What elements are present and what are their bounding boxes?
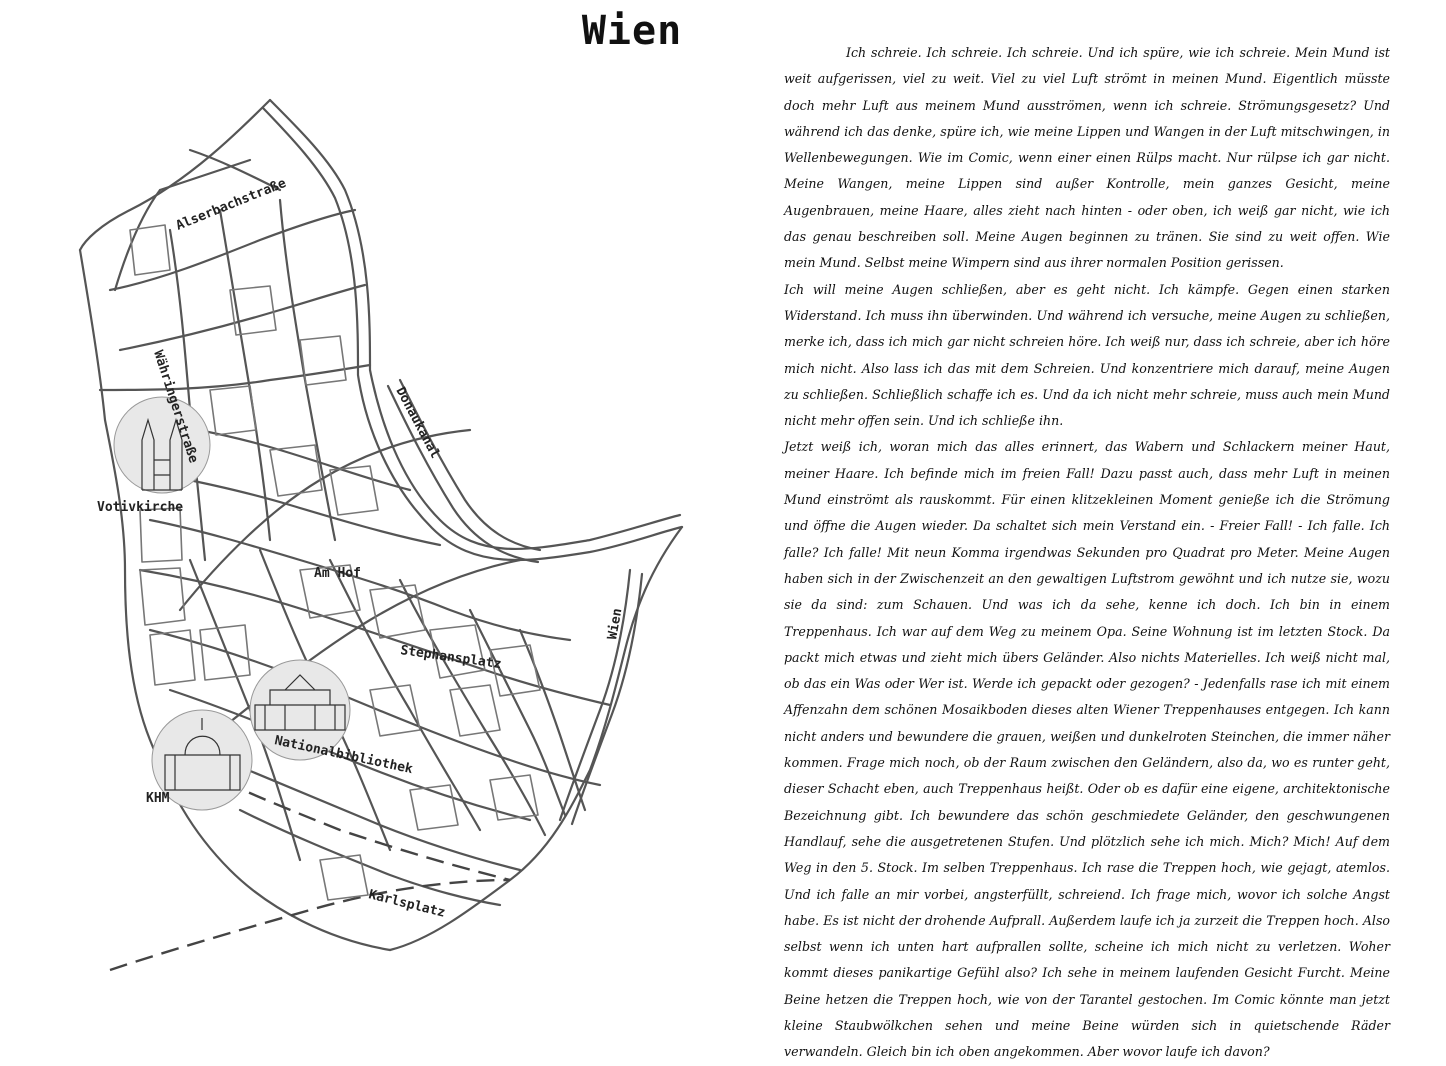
label-donaukanal: Donaukanal	[392, 384, 443, 461]
paragraph-1: Ich schreie. Ich schreie. Ich schreie. Und ich spüre, wie ich schreie. Mein Mund ist weit aufgerissen, viel zu weit. Viel zu viel Luft strömt in meinen Mund. Eigentlich müsste doch mehr Luft aus meinem Mund ausströmen, wenn ich schreie. Strömungsgesetz? Und während ich das denke, spüre ich, wie meine Lippen und Wangen in der Luft mitschwingen, in Wellenbewegungen. Wie im Comic, wenn einer einen Rülps macht. Nur rülpse ich gar nicht. Meine Wangen, meine Lippen sind außer Kontrolle, mein ganzes Gesicht, meine Augenbrauen, meine Haare, alles zieht nach hinten - oder oben, ich weiß gar nicht, wie ich das genau beschreiben soll. Meine Augen beginnen zu tränen. Sie sind zu weit offen. Wie mein Mund. Selbst meine Wimpern sind aus ihrer normalen Position gerissen.	[784, 45, 1390, 271]
map-rail-line	[110, 770, 510, 970]
label-waehringerstrasse: Währingerstraße	[150, 348, 201, 465]
paragraph-2: Ich will meine Augen schließen, aber es geht nicht. Ich kämpfe. Gegen einen starken Widerstand. Ich muss ihn überwinden. Und während ich versuche, meine Augen zu schließen, merke ich, dass ich mich gar nicht schreien höre. Ich weiß nur, dass ich schreie, aber ich höre mich nicht. Also lass ich das mit dem Schreien. Und konzentriere mich darauf, meine Augen zu schließen. Schließlich schaffe ich es. Und da ich nicht mehr schreie, muss auch mein Mund nicht mehr offen sein. Und ich schließe ihn.	[784, 281, 1390, 429]
label-nationalbibliothek: Nationalbibliothek	[273, 733, 415, 778]
map-wien-river	[560, 570, 642, 824]
city-map	[70, 90, 700, 980]
page-title: Wien	[581, 8, 683, 54]
label-wien: Wien	[605, 607, 626, 641]
label-khm: KHM	[146, 791, 170, 806]
label-alserbachstrasse: Alserbachstraße	[173, 175, 289, 234]
label-am-hof: Am Hof	[314, 566, 361, 581]
paragraph-3: Jetzt weiß ich, woran mich das alles erinnert, das Wabern und Schlackern meiner Haut, meiner Haare. Ich befinde mich im freien Fall! Dazu passt auch, dass mehr Luft in meinen Mund einströmt als rauskommt. Für einen klitzekleinen Moment genieße ich die Strömung und öffne die Augen wieder. Da schaltet sich mein Verstand ein. - Freier Fall! - Ich falle. Ich falle? Ich falle! Mit neun Komma irgendwas Sekunden pro Quadrat pro Meter. Meine Augen haben sich in der Zwischenzeit an den gewaltigen Luftstrom gewöhnt und ich nutze sie, wozu sie da sind: zum Schauen. Und was ich da sehe, kenne ich doch. Ich bin in einem Treppenhaus. Ich war auf dem Weg zu meinem Opa. Seine Wohnung ist im letzten Stock. Da packt mich etwas und zieht mich übers Geländer. Also nichts Materielles. Ich weiß nicht mal, ob das ein Was oder Wer ist. Werde ich gepackt oder gezogen? - Jedenfalls rase ich mit einem Affenzahn dem schönen Mosaikboden dieses alten Wiener Treppenhauses entgegen. Ich kann nicht anders und bewundere die grauen, weißen und dunkelroten Steinchen, die immer näher kommen. Frage mich noch, ob der Raum zwischen den Geländern, also da, wo es runter geht, dieser Schacht eben, auch Treppenhaus heißt. Oder ob es dafür eine eigene, architektonische Bezeichnung gibt. Ich bewundere das schön geschmiedete Geländer, den geschwungenen Handlauf, sehe die ausgetretenen Stufen. Und plötzlich sehe ich mich. Mich? Mich! Auf dem Weg in den 5. Stock. Im selben Treppenhaus. Ich rase die Treppen hoch, wie gejagt, atemlos. Und ich falle an mir vorbei, angsterfüllt, schreiend. Ich frage mich, wovor ich solche Angst habe. Es ist nicht der drohende Aufprall. Außerdem laufe ich ja zurzeit die Treppen hoch. Also selbst wenn ich unten hart aufprallen sollte, scheine ich mich nicht zu verletzen. Woher kommt dieses panikartige Gefühl also? Ich sehe in meinem laufenden Gesicht Furcht. Meine Beine hetzen die Treppen hoch, wie von der Tarantel gestochen. Im Comic könnte man jetzt kleine Staubwölkchen sehen und meine Beine würden sich in quietschende Räder verwandeln. Gleich bin ich oben angekommen. Aber wovor laufe ich davon?	[784, 439, 1390, 1060]
story-text	[784, 40, 1390, 1066]
label-votivkirche: Votivkirche	[97, 500, 184, 515]
label-stephansplatz: Stephansplatz	[399, 643, 503, 673]
label-karlsplatz: Karlsplatz	[367, 887, 447, 921]
